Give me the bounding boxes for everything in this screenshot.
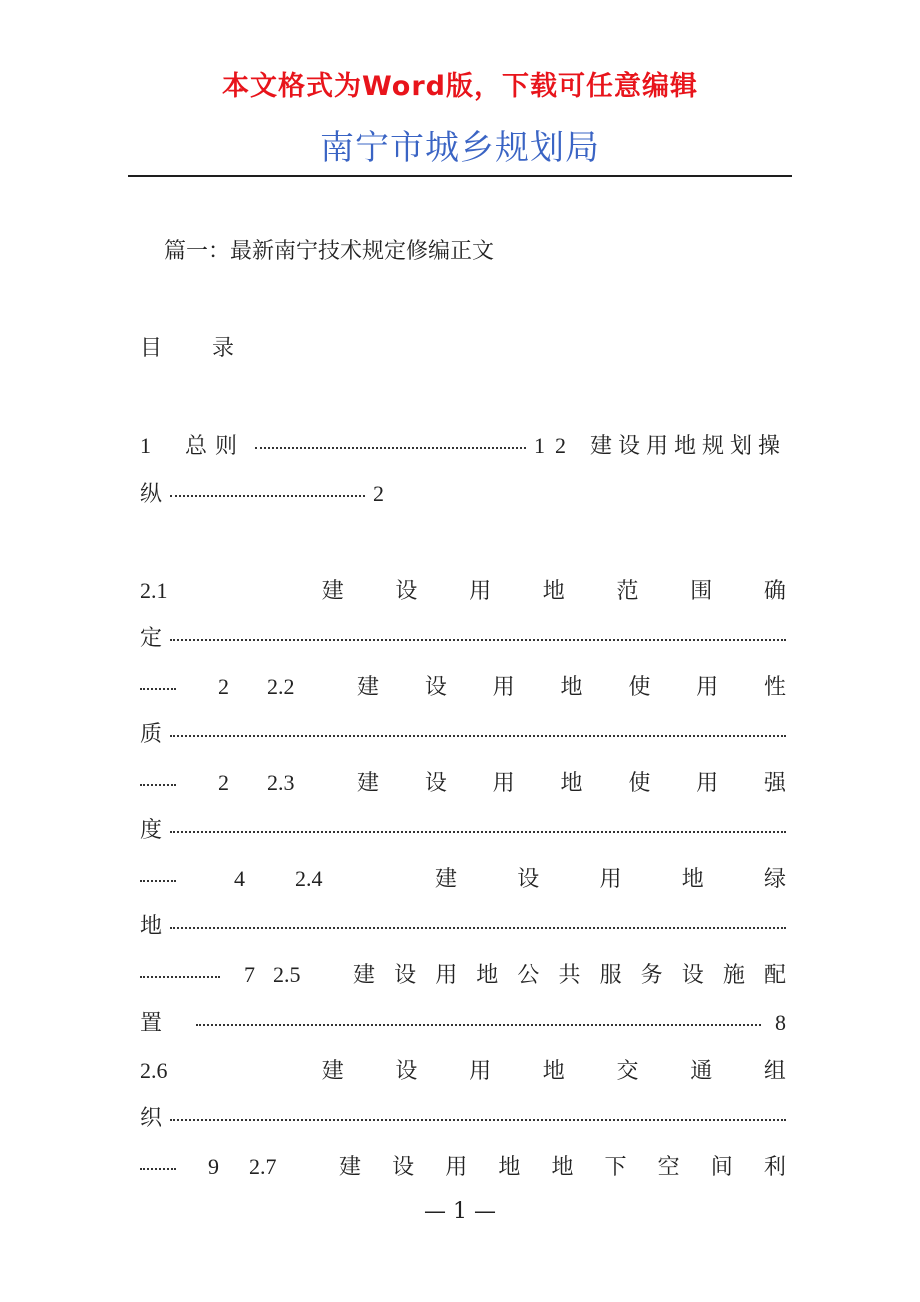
toc-char: 用 — [599, 867, 622, 892]
toc-char: 用 — [435, 963, 458, 988]
toc-char: 用 — [492, 675, 515, 700]
toc-page-number: 2 — [373, 481, 384, 506]
toc-char: 用 — [492, 771, 515, 796]
toc-entry-text: 织 — [140, 1106, 163, 1131]
toc-char: 利 — [763, 1155, 786, 1180]
toc-entry-text: 质 — [140, 722, 163, 747]
toc-char: 绿 — [763, 867, 786, 892]
toc-char: 使 — [628, 771, 651, 796]
toc-heading: 目 录 — [140, 336, 237, 361]
toc-entry-text: 总则 — [185, 434, 246, 459]
toc-page-number: 2 — [218, 770, 229, 795]
toc-char: 下 — [604, 1155, 627, 1180]
toc-char: 使 — [628, 675, 651, 700]
toc-leader — [140, 880, 176, 882]
toc-entry-text: 建设用地规划操 — [589, 434, 786, 459]
toc-number: 2 — [554, 433, 566, 458]
toc-char: 建 — [357, 771, 380, 796]
toc-leader — [140, 784, 176, 786]
toc-char: 设 — [424, 771, 447, 796]
toc-number: 2.5 — [273, 962, 301, 987]
toc-char: 地 — [560, 771, 583, 796]
toc-char: 交 — [616, 1059, 639, 1084]
toc-char: 共 — [558, 963, 581, 988]
toc-char: 通 — [690, 1059, 713, 1084]
toc-entry-text: 定 — [140, 626, 163, 651]
toc-row — [140, 430, 786, 462]
page-title: 南宁市城乡规划局 — [320, 128, 600, 168]
toc-row — [140, 719, 786, 751]
toc-row — [140, 767, 786, 799]
toc-char: 用 — [469, 579, 492, 604]
toc-page-number: 7 — [244, 962, 255, 987]
toc-row — [140, 863, 786, 895]
toc-row — [140, 815, 786, 847]
toc-char: 性 — [763, 675, 786, 700]
toc-char: 设 — [395, 1059, 418, 1084]
toc-number: 2.1 — [140, 578, 168, 603]
toc-number: 2.4 — [295, 866, 323, 891]
toc-char: 用 — [469, 1059, 492, 1084]
toc-char: 建 — [321, 1059, 344, 1084]
toc-char: 地 — [681, 867, 704, 892]
toc-leader — [255, 447, 526, 449]
toc-char: 服 — [599, 963, 622, 988]
toc-char: 务 — [640, 963, 663, 988]
toc-number: 2.2 — [267, 674, 295, 699]
toc-char: 配 — [763, 963, 786, 988]
toc-char: 强 — [763, 771, 786, 796]
toc-leader — [140, 688, 176, 690]
toc-number: 2.3 — [267, 770, 295, 795]
toc-page-number: 2 — [218, 674, 229, 699]
toc-page-number: 4 — [234, 866, 245, 891]
toc-row — [140, 1151, 786, 1183]
toc-leader — [170, 1119, 786, 1121]
toc-char: 公 — [517, 963, 540, 988]
toc-leader — [170, 927, 786, 929]
toc-char: 范 — [616, 579, 639, 604]
toc-char: 设 — [424, 675, 447, 700]
toc-char: 用 — [696, 771, 719, 796]
toc-row — [140, 1007, 786, 1039]
toc-char: 建 — [357, 675, 380, 700]
toc-number: 1 — [140, 433, 151, 458]
toc-char: 建 — [339, 1155, 362, 1180]
download-banner: 本文格式为Word版，下载可任意编辑 — [221, 71, 698, 102]
toc-char: 围 — [690, 579, 713, 604]
toc-page-number: 8 — [775, 1010, 786, 1035]
toc-char: 确 — [763, 579, 786, 604]
toc-leader — [170, 735, 786, 737]
toc-char: 施 — [722, 963, 745, 988]
toc-char: 地 — [551, 1155, 574, 1180]
article-subtitle: 篇一：最新南宁技术规定修编正文 — [164, 239, 495, 264]
toc-char: 设 — [394, 963, 417, 988]
toc-number: 2.7 — [249, 1154, 277, 1179]
toc-char: 地 — [476, 963, 499, 988]
toc-char: 地 — [498, 1155, 521, 1180]
toc-char: 设 — [517, 867, 540, 892]
toc-char: 建 — [321, 579, 344, 604]
toc-char: 设 — [681, 963, 704, 988]
toc-char: 间 — [710, 1155, 733, 1180]
toc-leader — [170, 639, 786, 641]
toc-row — [140, 671, 786, 703]
toc-char: 空 — [657, 1155, 680, 1180]
header-divider — [128, 175, 792, 177]
toc-char: 地 — [560, 675, 583, 700]
toc-leader — [140, 1168, 176, 1170]
toc-leader — [196, 1024, 761, 1026]
toc-char: 用 — [445, 1155, 468, 1180]
toc-row — [140, 911, 786, 943]
toc-row — [140, 478, 384, 510]
toc-entry-text: 纵 — [140, 482, 163, 507]
toc-leader — [170, 831, 786, 833]
toc-char: 建 — [435, 867, 458, 892]
toc-char: 建 — [353, 963, 376, 988]
toc-char: 组 — [763, 1059, 786, 1084]
toc-entry-text: 置 — [140, 1011, 163, 1036]
toc-char: 地 — [542, 1059, 565, 1084]
toc-entry-text: 地 — [140, 914, 163, 939]
toc-char: 设 — [395, 579, 418, 604]
toc-page-number: 9 — [208, 1154, 219, 1179]
toc-row — [140, 959, 786, 991]
toc-row — [140, 575, 786, 607]
toc-leader — [140, 976, 220, 978]
toc-char: 地 — [542, 579, 565, 604]
toc-number: 2.6 — [140, 1058, 168, 1083]
toc-row — [140, 623, 786, 655]
toc-leader — [170, 495, 365, 497]
page-number-footer: — 1 — — [424, 1199, 496, 1224]
toc-page-number: 1 — [533, 433, 545, 458]
toc-char: 用 — [696, 675, 719, 700]
toc-row — [140, 1103, 786, 1135]
toc-entry-text: 度 — [140, 818, 163, 843]
toc-row — [140, 1055, 786, 1087]
toc-char: 设 — [392, 1155, 415, 1180]
